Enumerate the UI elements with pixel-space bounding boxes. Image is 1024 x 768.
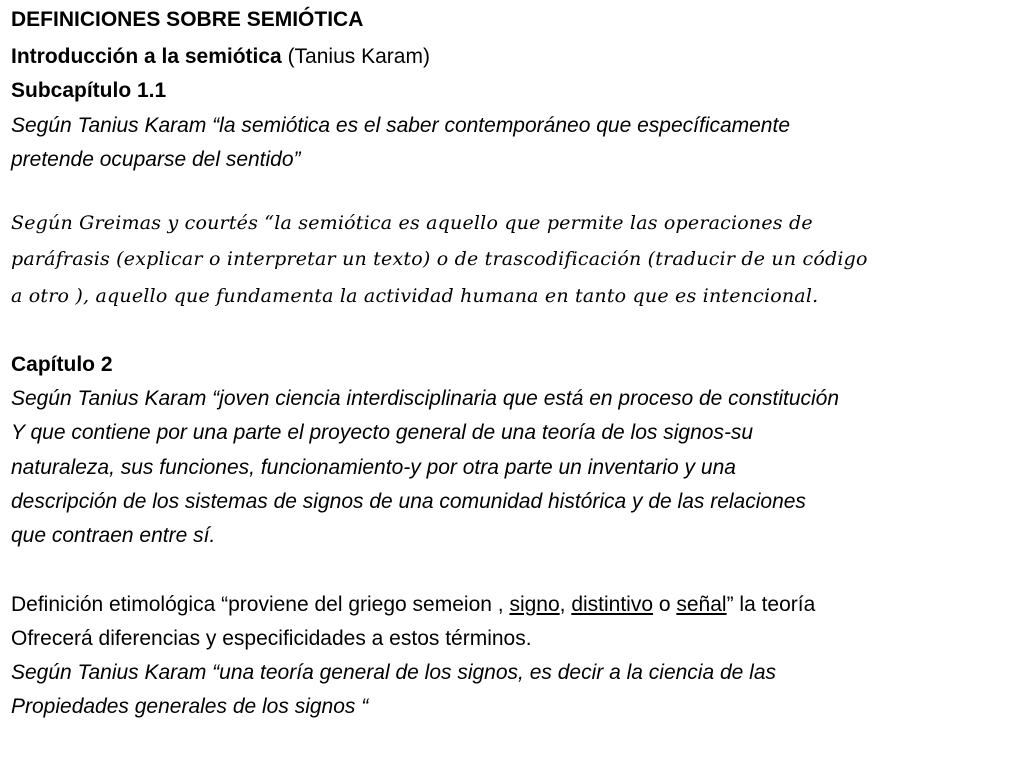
term-senal: señal	[676, 593, 727, 616]
book-reference	[11, 40, 430, 74]
karam-quote-2-line: que contraen entre sí.	[11, 524, 216, 547]
etymology-prefix: Definición etimológica “proviene del griego semeion ,	[11, 593, 510, 616]
etymology-suffix: ” la teoría	[726, 593, 816, 616]
karam-quote-2-line: Y que contiene por una parte el proyecto general de una teoría de los signos-su	[11, 421, 754, 444]
greimas-quote-line: Según Greimas y courtés “la semiótica es aquello que permite las operaciones de	[11, 212, 813, 234]
karam-quote-3-line: Propiedades generales de los signos “	[11, 695, 369, 718]
term-distintivo: distintivo	[571, 593, 654, 616]
karam-quote-2-line: naturaleza, sus funciones, funcionamiento-y por otra parte un inventario y una	[11, 456, 736, 479]
greimas-quote-line: a otro ), aquello que fundamenta la actividad humana en tanto que es intencional.	[11, 285, 819, 307]
greimas-quote-line: paráfrasis (explicar o interpretar un texto) o de trascodificación (traducir de un código	[11, 248, 868, 270]
karam-quote-2-line: descripción de los sistemas de signos de una comunidad histórica y de las relaciones	[11, 490, 806, 513]
chapter-heading: Capítulo 2	[11, 353, 113, 376]
karam-quote-1-line: pretende ocuparse del sentido”	[11, 148, 301, 171]
karam-quote-3-line: Según Tanius Karam “una teoría general de los signos, es decir a la ciencia de las	[11, 661, 777, 684]
slide-title: DEFINICIONES SOBRE SEMIÓTICA	[11, 8, 364, 31]
book-title: Introducción a la semiótica	[11, 45, 282, 68]
etymology-sep: ,	[559, 593, 572, 616]
etymology-line	[11, 588, 815, 622]
karam-quote-2-line: Según Tanius Karam “joven ciencia interdisciplinaria que está en proceso de constitución	[11, 387, 840, 410]
etymology-line-2: Ofrecerá diferencias y especificidades a estos términos.	[11, 627, 532, 650]
book-author: (Tanius Karam)	[281, 45, 430, 68]
karam-quote-1-line: Según Tanius Karam “la semiótica es el saber contemporáneo que específicamente	[11, 114, 790, 137]
term-signo: signo	[509, 593, 560, 616]
subchapter-heading: Subcapítulo 1.1	[11, 79, 167, 102]
etymology-sep: o	[653, 593, 677, 616]
